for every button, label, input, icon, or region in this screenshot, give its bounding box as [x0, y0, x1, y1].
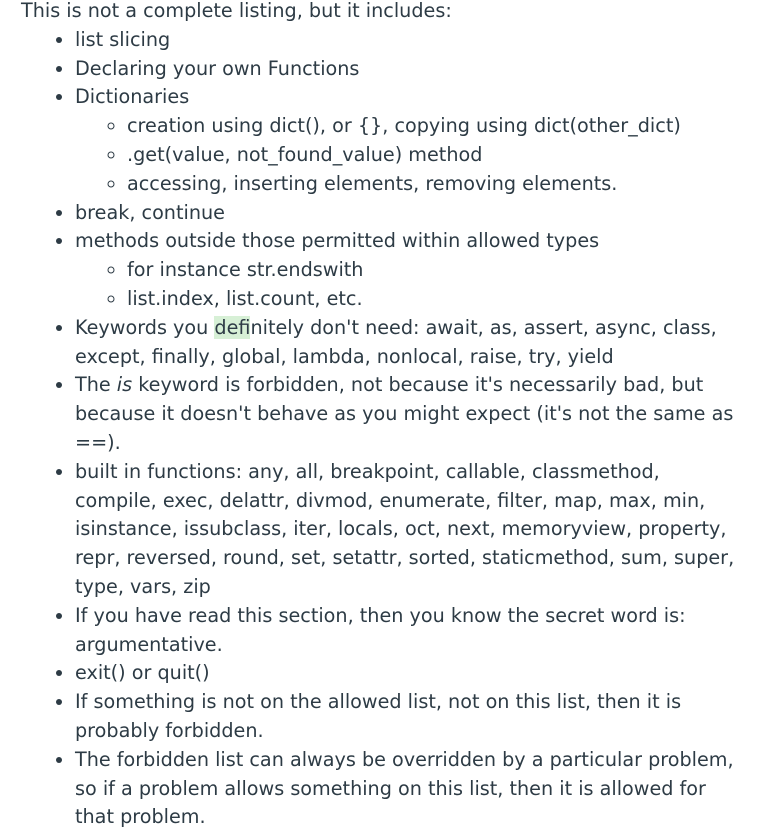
list-item-text: • built in functions: any, all, breakpoint, callable, classmethod, compile, exec, delattr, divmod, enumerate, filter, map, max, min, isinstance, issubclass, iter, locals, oct, next, memoryview, property, repr, reversed, round, set, setattr, sorted, staticmethod, sum, super, type, vars, zip	[75, 459, 735, 598]
list-item-secret-word	[75, 602, 776, 660]
list-item-is-keyword	[75, 371, 776, 457]
keywords-text-post: initely don't need: await, as, assert, async, class, except, finally, global, lambda, nonlocal, raise, try, yield	[75, 315, 717, 368]
search-highlight: def	[214, 315, 251, 339]
sublist-item-text: accessing, inserting elements, removing elements.	[127, 171, 618, 195]
list-item-methods	[75, 227, 776, 313]
list-item-builtins	[75, 458, 776, 602]
is-keyword-emphasis: is	[116, 373, 133, 397]
list-item-slicing	[75, 26, 776, 55]
sublist-item	[127, 256, 776, 285]
list-item-functions	[75, 55, 776, 84]
list-item-text: Declaring your own Functions	[75, 56, 360, 80]
list-item-text: break, continue	[75, 200, 225, 224]
list-item-exit	[75, 659, 776, 688]
list-item-keywords	[75, 314, 776, 372]
forbidden-list	[21, 26, 776, 832]
intro-text: This is not a complete listing, but it includes:	[21, 0, 452, 22]
sublist-item-text: list.index, list.count, etc.	[127, 286, 363, 310]
keywords-text-pre: Keywords you	[75, 315, 215, 339]
list-item-dictionaries	[75, 83, 776, 198]
list-item-text: exit() or quit()	[75, 661, 210, 685]
is-text-post: keyword is forbidden, not because it's necessarily bad, but because it doesn't behave as you might expect (it's not the same as ==).	[75, 373, 734, 454]
sublist-item	[127, 141, 776, 170]
list-item-not-on-list	[75, 688, 776, 746]
sublist-item-text: .get(value, not_found_value) method	[127, 142, 483, 166]
sublist-item	[127, 170, 776, 199]
list-item-text: • The forbidden list can always be overridden by a particular problem, so if a problem allows something on this list, then it is allowed for that problem.	[75, 747, 734, 829]
is-text-pre: The	[75, 373, 117, 397]
list-item-text: methods outside those permitted within allowed types	[75, 229, 600, 253]
dictionaries-sublist	[75, 112, 776, 198]
list-item-text: • If something is not on the allowed list, not on this list, then it is probably forbidden.	[75, 690, 682, 742]
sublist-item-text: for instance str.endswith	[127, 258, 364, 282]
list-item-break-continue	[75, 199, 776, 228]
methods-sublist	[75, 256, 776, 314]
list-item-text: Dictionaries	[75, 85, 190, 109]
sublist-item-text: creation using dict(), or {}, copying using dict(other_dict)	[127, 114, 681, 138]
list-item-text: • If you have read this section, then you know the secret word is: argumentative.	[75, 603, 686, 656]
list-item-override	[75, 746, 776, 832]
is-keyword-text	[75, 371, 735, 457]
sublist-item	[127, 285, 776, 314]
keywords-text	[75, 314, 735, 372]
sublist-item	[127, 112, 776, 141]
list-item-text: list slicing	[75, 27, 171, 51]
